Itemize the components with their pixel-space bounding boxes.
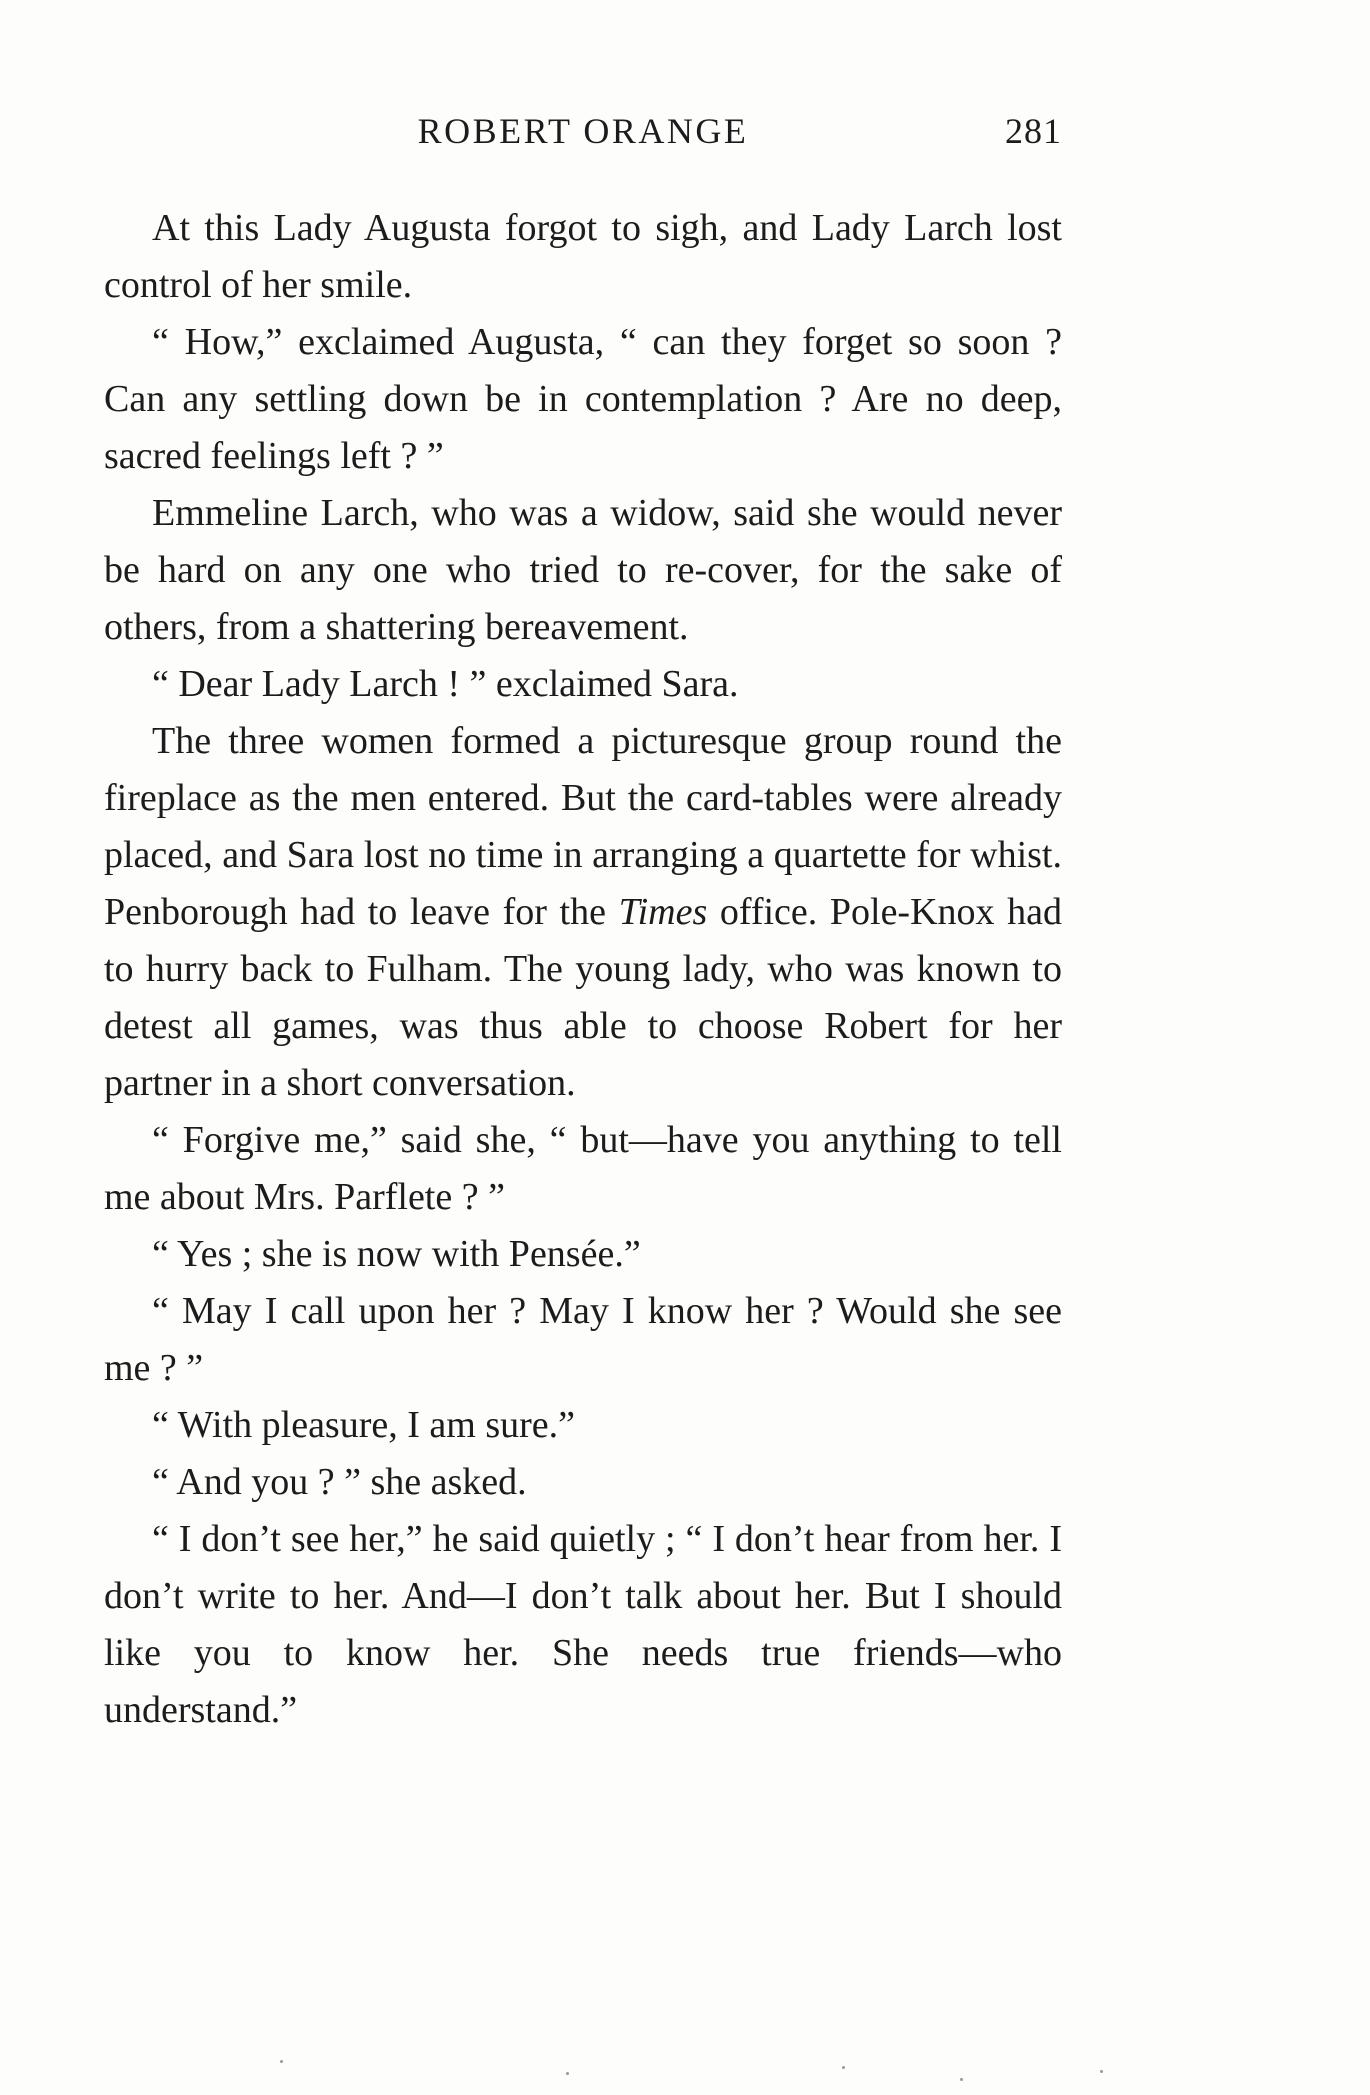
paper-speck <box>842 2066 845 2069</box>
paragraph: “ Dear Lady Larch ! ” exclaimed Sara. <box>152 663 739 705</box>
italic-title: Times <box>618 891 708 933</box>
paragraph <box>104 713 1062 1112</box>
paragraph: “ And you ? ” she asked. <box>152 1461 527 1503</box>
paper-speck <box>280 2060 283 2063</box>
paragraph-text: office. Pole-Knox had to hurry back to Fulham. The young lady, who was known to detest all games, was thus able to choose Robert for her partner in a short conversation. <box>104 891 1062 1104</box>
paragraph: “ How,” exclaimed Augusta, “ can they forget so soon ? Can any settling down be in contemplation ? Are no deep, sacred feelings left ? ” <box>104 321 1062 477</box>
running-header <box>104 106 1062 156</box>
page-number: 281 <box>1005 111 1062 151</box>
paragraph: “ I don’t see her,” he said quietly ; “ I don’t hear from her. I don’t write to her. And—I don’t talk about her. But I should like you to know her. She needs true friends—who understand.” <box>104 1518 1062 1731</box>
running-title: ROBERT ORANGE <box>417 111 749 151</box>
paper-speck <box>1100 2070 1103 2073</box>
paragraph-text: The three women formed a picturesque group round the fireplace as the men entered. But the card-tables were already placed, and Sara lost no time in arranging a quartette for whist. Penborough had to leave for the <box>104 720 1062 933</box>
paragraph: “ With pleasure, I am sure.” <box>152 1404 575 1446</box>
paragraph: At this Lady Augusta forgot to sigh, and Lady Larch lost control of her smile. <box>104 207 1062 306</box>
paragraph: “ Yes ; she is now with Pensée.” <box>152 1233 641 1275</box>
body-text <box>104 200 1062 1739</box>
paragraph: “ May I call upon her ? May I know her ? Would she see me ? ” <box>104 1290 1062 1389</box>
paper-speck <box>566 2072 569 2075</box>
paper-speck <box>960 2078 963 2081</box>
paragraph: “ Forgive me,” said she, “ but—have you anything to tell me about Mrs. Parflete ? ” <box>104 1119 1062 1218</box>
paragraph: Emmeline Larch, who was a widow, said she would never be hard on any one who tried to re-cover, for the sake of others, from a shattering bereavement. <box>104 492 1062 648</box>
